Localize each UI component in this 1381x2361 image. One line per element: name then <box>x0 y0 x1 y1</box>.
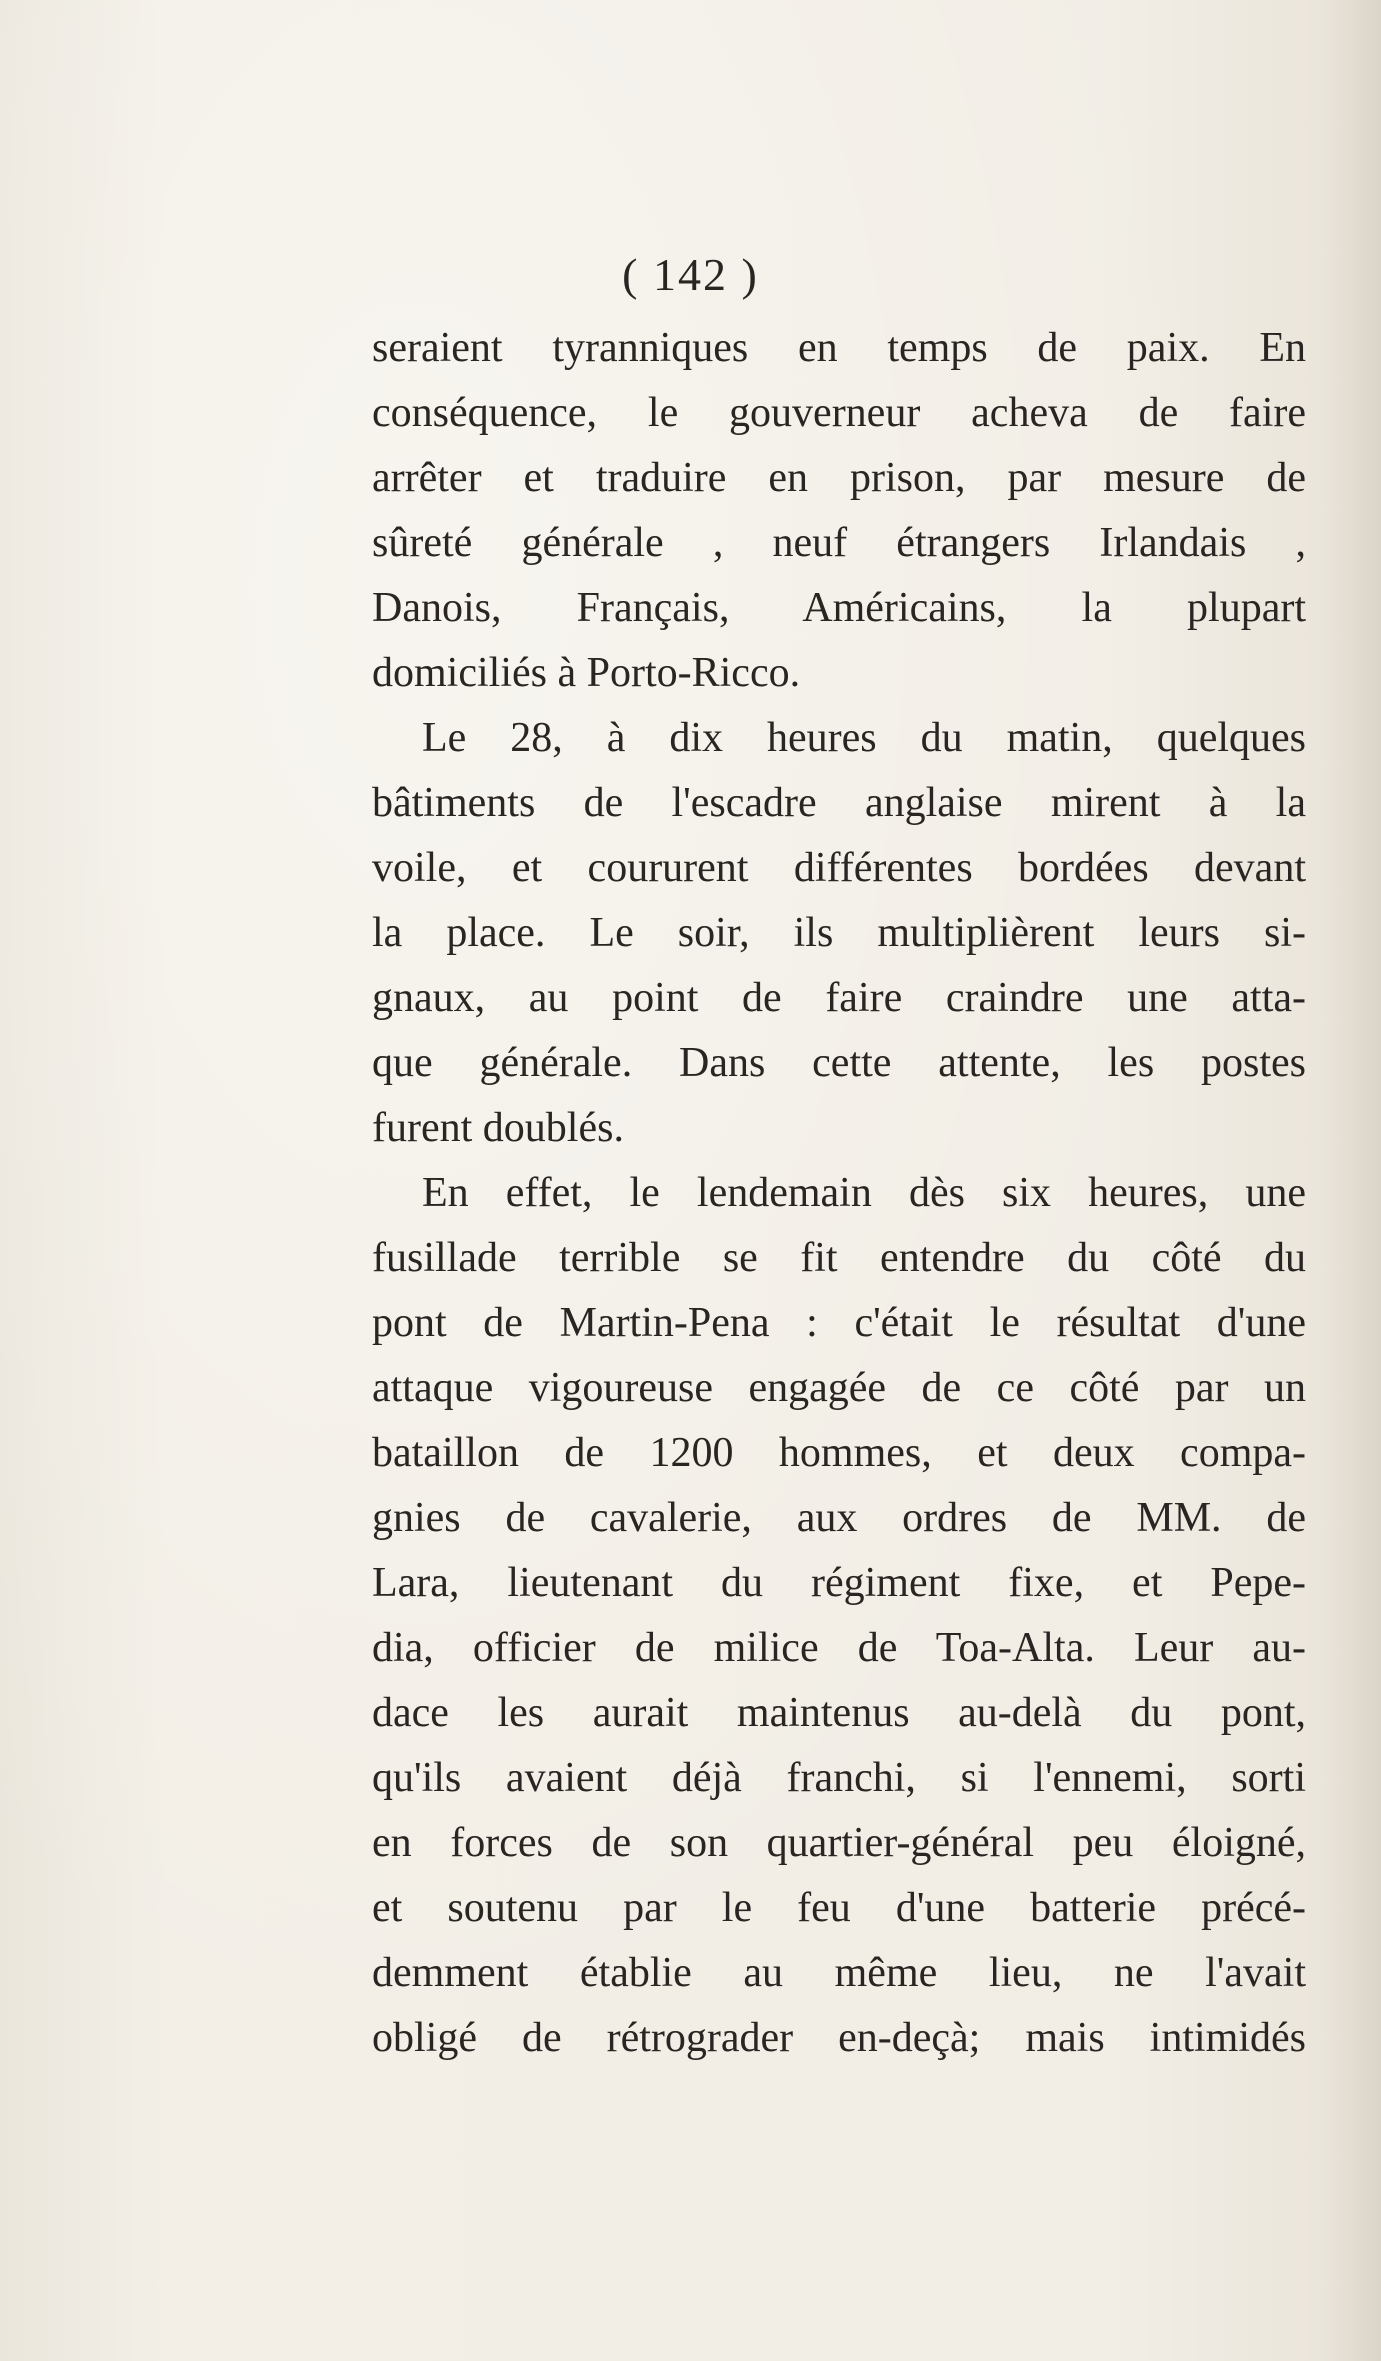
text-line: seraient tyranniques en temps de paix. En <box>372 325 1306 371</box>
text-line: qu'ils avaient déjà franchi, si l'ennemi, sorti <box>372 1755 1306 1801</box>
page-number: ( 142 ) <box>622 249 759 300</box>
text-line: et soutenu par le feu d'une batterie précé- <box>372 1885 1306 1931</box>
text-line: Danois, Français, Américains, la plupart <box>372 585 1306 631</box>
text-line: pont de Martin-Pena : c'était le résultat d'une <box>372 1300 1306 1346</box>
text-line: Lara, lieutenant du régiment fixe, et Pepe- <box>372 1560 1306 1606</box>
text-line: gnies de cavalerie, aux ordres de MM. de <box>372 1495 1306 1541</box>
text-line: attaque vigoureuse engagée de ce côté par un <box>372 1365 1306 1411</box>
text-line: dia, officier de milice de Toa-Alta. Leur au- <box>372 1625 1306 1671</box>
text-line: voile, et coururent différentes bordées devant <box>372 845 1306 891</box>
text-line: fusillade terrible se fit entendre du côté du <box>372 1235 1306 1281</box>
text-line: arrêter et traduire en prison, par mesure de <box>372 455 1306 501</box>
text-line: conséquence, le gouverneur acheva de faire <box>372 390 1306 436</box>
text-line: domiciliés à Porto-Ricco. <box>372 650 801 696</box>
text-line: en forces de son quartier-général peu éloigné, <box>372 1820 1306 1866</box>
text-line: Le 28, à dix heures du matin, quelques <box>422 715 1306 761</box>
text-line: furent doublés. <box>372 1105 624 1151</box>
page-edge-shadow <box>1321 0 1381 2361</box>
text-line: dace les aurait maintenus au-delà du pont, <box>372 1690 1306 1736</box>
text-line: demment établie au même lieu, ne l'avait <box>372 1950 1306 1996</box>
text-line: En effet, le lendemain dès six heures, une <box>422 1170 1306 1216</box>
body-text <box>372 316 1306 2071</box>
text-line: la place. Le soir, ils multiplièrent leurs si- <box>372 910 1306 956</box>
text-line: bataillon de 1200 hommes, et deux compa- <box>372 1430 1306 1476</box>
text-line: obligé de rétrograder en-deçà; mais intimidés <box>372 2015 1306 2061</box>
text-line: bâtiments de l'escadre anglaise mirent à la <box>372 780 1306 826</box>
text-line: que générale. Dans cette attente, les postes <box>372 1040 1306 1086</box>
text-line: gnaux, au point de faire craindre une atta- <box>372 975 1306 1021</box>
text-line: sûreté générale , neuf étrangers Irlandais , <box>372 520 1306 566</box>
